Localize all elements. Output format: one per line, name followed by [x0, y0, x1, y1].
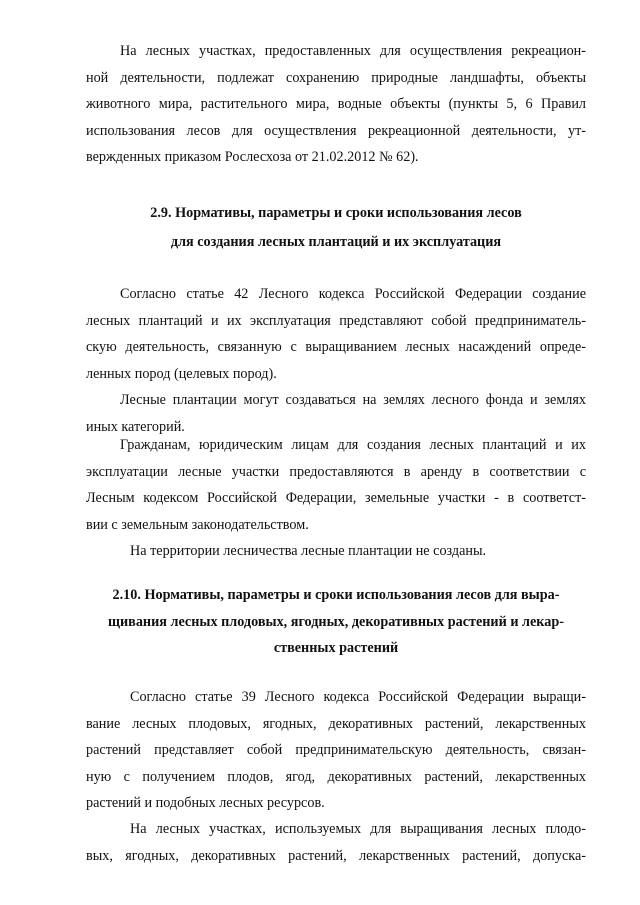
text-line: ленных пород (целевых пород). — [86, 365, 277, 382]
heading-line: 2.10. Нормативы, параметры и сроки использования лесов для выра- — [112, 587, 560, 603]
paragraph-fruit-berry-article-39 — [86, 684, 586, 817]
text-line: На лесных участках, предоставленных для осуществления рекреацион- — [120, 43, 586, 59]
heading-line: ственных растений — [273, 640, 399, 657]
text-line: использования лесов для осуществления рекреационной деятельности, ут- — [86, 122, 586, 139]
heading-line: для создания лесных плантаций и их эксплуатация — [170, 234, 502, 250]
text-line: На лесных участках, используемых для выращивания лесных плодо- — [130, 821, 586, 837]
text-line: скую деятельность, связанную с выращиванием лесных насаждений опреде- — [86, 339, 586, 356]
text-line: вание лесных плодовых, ягодных, декоративных растений, лекарственных — [86, 715, 586, 732]
text-line: Согласно статье 39 Лесного кодекса Российской Федерации выращи- — [130, 689, 586, 705]
text-line: ную с получением плодов, ягод, декоративных растений, лекарственных — [86, 768, 586, 785]
text-line: ной деятельности, подлежат сохранению природные ландшафты, объекты — [86, 69, 586, 86]
section-heading-2-9 — [86, 199, 586, 257]
text-line: растений представляет собой предпринимательскую деятельность, связан- — [86, 742, 586, 759]
text-line: вых, ягодных, декоративных растений, лекарственных растений, допуска- — [86, 847, 586, 864]
text-line: Лесным кодексом Российской Федерации, земельные участки - в соответст- — [86, 490, 586, 507]
text-line: Лесные плантации могут создаваться на землях лесного фонда и землях — [120, 392, 586, 408]
paragraph-recreation — [86, 38, 586, 171]
section-heading-2-10 — [86, 582, 586, 662]
heading-line: щивания лесных плодовых, ягодных, декоративных растений и лекар- — [108, 613, 564, 630]
text-line: Согласно статье 42 Лесного кодекса Российской Федерации создание — [120, 286, 586, 302]
text-line: вии с земельным законодательством. — [86, 516, 309, 533]
text-line: иных категорий. — [86, 418, 185, 435]
paragraph-fruit-berry-lands — [86, 816, 586, 869]
text-line: растений и подобных лесных ресурсов. — [86, 795, 325, 812]
heading-line: 2.9. Нормативы, параметры и сроки использования лесов — [150, 205, 522, 221]
text-line: вержденных приказом Рослесхоза от 21.02.2012 № 62). — [86, 149, 419, 166]
paragraph-plantations-article-42 — [86, 281, 586, 387]
text-line: Гражданам, юридическим лицам для создания лесных плантаций и их — [120, 437, 586, 453]
text-line: На территории лесничества лесные плантации не созданы. — [130, 543, 487, 559]
paragraph-no-plantations — [86, 538, 586, 565]
text-line: эксплуатации лесные участки предоставляются в аренду в соответствии с — [86, 463, 586, 480]
paragraph-plantations-lease — [86, 432, 586, 538]
text-line: лесных плантаций и их эксплуатация представляют собой предприниматель- — [86, 312, 586, 329]
text-line: животного мира, растительного мира, водные объекты (пункты 5, 6 Правил — [86, 96, 586, 113]
